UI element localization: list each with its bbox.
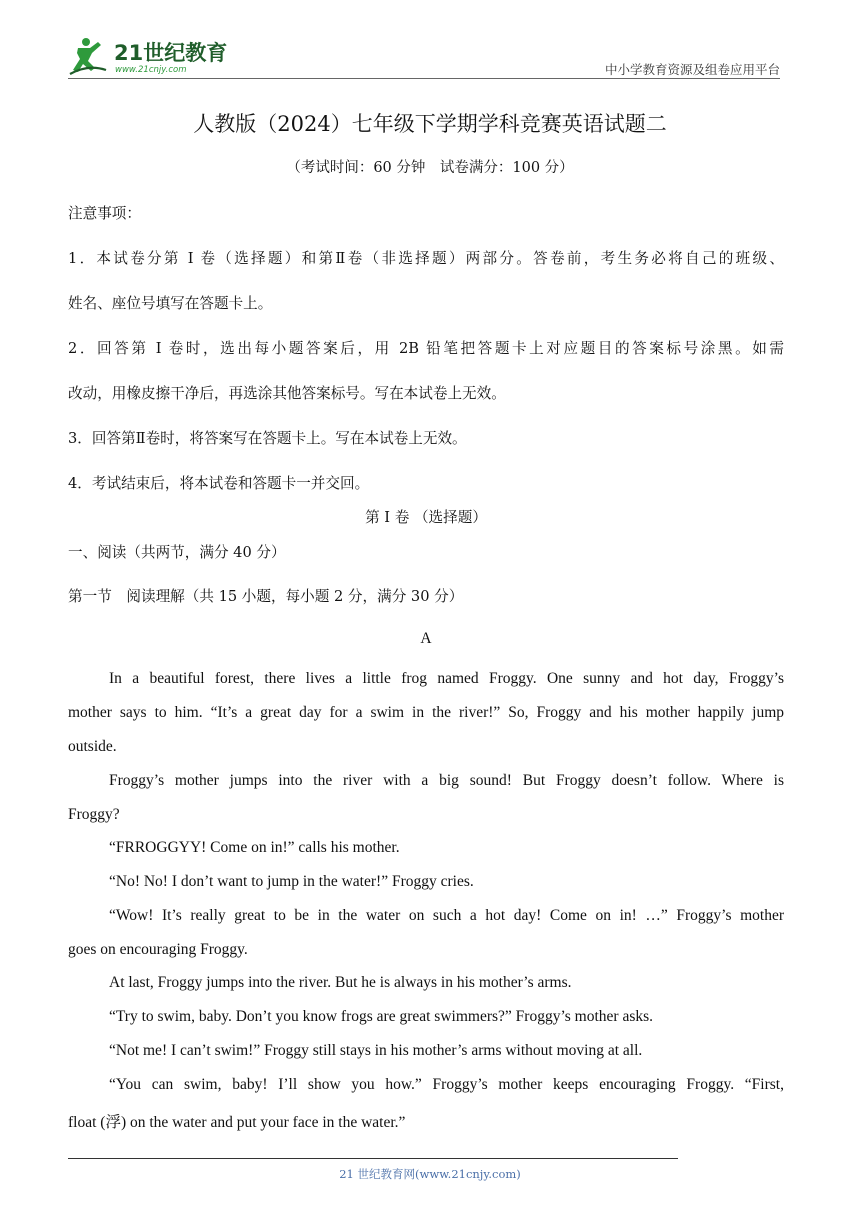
platform-name: 中小学教育资源及组卷应用平台 [604, 62, 780, 77]
passage-label: A [420, 630, 432, 647]
note-4: 4．考试结束后，将本试卷和答题卡一并交回。 [68, 475, 370, 492]
passage-p7: “Try to swim, baby. Don’t you know frogs are great swimmers?” Froggy’s mother asks. [109, 1008, 654, 1025]
logo-21cnjy [68, 34, 238, 78]
logo-main-text: 21世纪教育 [114, 41, 228, 65]
passage-p3: “FRROGGYY! Come on in!” calls his mother. [109, 839, 400, 856]
logo-url-text: www.21cnjy.com [115, 65, 187, 75]
note-2-line-1: 2．回答第 I 卷时，选出每小题答案后，用 2B 铅笔把答题卡上对应题目的答案标号涂黑。如需 [68, 340, 784, 357]
passage-p1-line-1: In a beautiful forest, there lives a little frog named Froggy. One sunny and hot day, Froggy’s [109, 670, 784, 687]
passage-p9-line-1: “You can swim, baby! I’ll show you how.” Froggy’s mother keeps encouraging Froggy. “First, [109, 1076, 784, 1093]
note-3: 3．回答第Ⅱ卷时，将答案写在答题卡上。写在本试卷上无效。 [68, 430, 467, 447]
runner-icon [70, 38, 106, 74]
header-divider [68, 78, 780, 79]
footer-divider [68, 1158, 678, 1159]
part-1-heading: 一、阅读（共两节，满分 40 分） [68, 544, 286, 561]
exam-subtitle: （考试时间：60 分钟 试卷满分：100 分） [286, 160, 574, 176]
notes-heading: 注意事项： [68, 205, 141, 222]
passage-p8: “Not me! I can’t swim!” Froggy still stays in his mother’s arms without moving at all. [109, 1042, 643, 1059]
note-1-line-1: 1．本试卷分第 I 卷（选择题）和第Ⅱ卷（非选择题）两部分。答卷前，考生务必将自己的班级、 [68, 250, 784, 267]
exam-title: 人教版（2024）七年级下学期学科竞赛英语试题二 [193, 112, 667, 136]
passage-p4: “No! No! I don’t want to jump in the water!” Froggy cries. [109, 873, 474, 890]
page-header [68, 34, 780, 80]
section-title: 第 I 卷 （选择题） [365, 509, 487, 526]
passage-p1-line-3: outside. [68, 738, 117, 755]
passage-p1-line-2: mother says to him. “It’s a great day for a swim in the river!” So, Froggy and his mother happily jump [68, 704, 784, 721]
footer-source: 21 世纪教育网(www.21cnjy.com) [339, 1167, 521, 1181]
passage-p6: At last, Froggy jumps into the river. But he is always in his mother’s arms. [109, 974, 572, 991]
passage-p5-line-2: goes on encouraging Froggy. [68, 941, 248, 958]
passage-p5-line-1: “Wow! It’s really great to be in the water on such a hot day! Come on in! …” Froggy’s mother [109, 907, 784, 924]
passage-p2-line-2: Froggy? [68, 806, 120, 823]
passage-p9-line-2: float (浮) on the water and put your face in the water.” [68, 1114, 406, 1131]
part-1-section-1-heading: 第一节 阅读理解（共 15 小题，每小题 2 分，满分 30 分） [68, 588, 464, 605]
note-1-line-2: 姓名、座位号填写在答题卡上。 [68, 295, 273, 312]
passage-p2-line-1: Froggy’s mother jumps into the river with a big sound! But Froggy doesn’t follow. Where is [109, 772, 784, 789]
note-2-line-2: 改动，用橡皮擦干净后，再选涂其他答案标号。写在本试卷上无效。 [68, 385, 506, 402]
